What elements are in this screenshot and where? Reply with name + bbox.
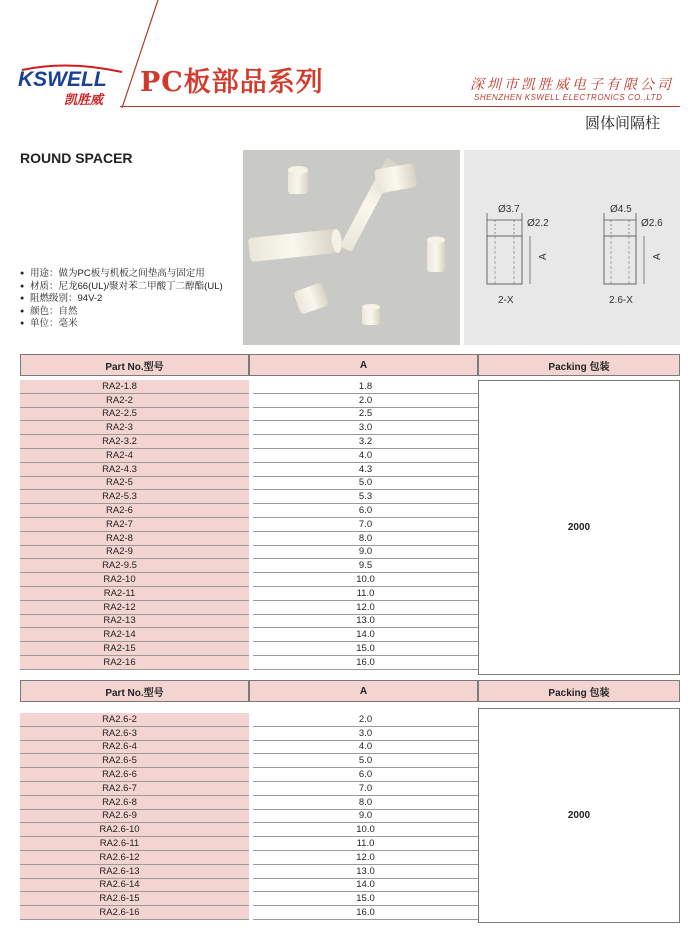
part-number-cell: RA2-10 [20, 573, 249, 587]
part-number-cell: RA2-16 [20, 656, 249, 670]
drawing-left-inner: Ø2.2 [527, 218, 549, 229]
drawing-right-label: 2.6-X [609, 295, 633, 306]
table2-header-part: Part No.型号 [20, 680, 249, 702]
drawing-left-label: 2-X [498, 295, 514, 306]
part-number-cell: RA2-12 [20, 601, 249, 615]
dimension-a-cell: 10.0 [253, 573, 478, 587]
spec-list [20, 268, 240, 331]
table-row [20, 532, 478, 546]
spec-item: ● 用途：做为PC板与机板之间垫高与固定用 [20, 268, 205, 279]
dimension-a-cell: 9.0 [253, 810, 478, 824]
part-number-cell: RA2-13 [20, 615, 249, 629]
logo-text: KSWELL [18, 68, 107, 91]
part-number-cell: RA2-4 [20, 449, 249, 463]
part-number-cell: RA2-7 [20, 518, 249, 532]
part-number-cell: RA2-6 [20, 504, 249, 518]
dimension-a-cell: 4.0 [253, 741, 478, 755]
part-number-cell: RA2-11 [20, 587, 249, 601]
part-number-cell: RA2-9.5 [20, 559, 249, 573]
dimension-a-cell: 16.0 [253, 906, 478, 920]
part-number-cell: RA2.6-10 [20, 823, 249, 837]
drawing-left-outer: Ø3.7 [498, 204, 520, 215]
product-photo [243, 150, 460, 345]
table-row [20, 463, 478, 477]
spacer-dimension-diagram [464, 150, 680, 345]
table1-packing-value: 2000 [478, 380, 680, 675]
table-row [20, 782, 478, 796]
dimension-a-cell: 14.0 [253, 628, 478, 642]
part-number-cell: RA2-4.3 [20, 463, 249, 477]
table2-header-a: A [249, 680, 478, 702]
table-row [20, 642, 478, 656]
dimension-a-cell: 9.0 [253, 546, 478, 560]
drawing-right-inner: Ø2.6 [641, 218, 663, 229]
dimension-a-cell: 1.8 [253, 380, 478, 394]
dimension-a-cell: 5.0 [253, 477, 478, 491]
page-title: PC板部品系列 [140, 67, 324, 98]
dimension-a-cell: 12.0 [253, 851, 478, 865]
drawing-right-outer: Ø4.5 [610, 204, 632, 215]
part-number-cell: RA2.6-14 [20, 879, 249, 893]
table-row [20, 656, 478, 670]
table-row [20, 601, 478, 615]
part-number-cell: RA2.6-3 [20, 727, 249, 741]
dimension-a-cell: 16.0 [253, 656, 478, 670]
spec-item: ● 阻燃级别：94V-2 [20, 293, 103, 304]
dimension-a-cell: 6.0 [253, 504, 478, 518]
part-number-cell: RA2.6-15 [20, 892, 249, 906]
part-number-cell: RA2-5 [20, 477, 249, 491]
dimension-a-cell: 5.0 [253, 754, 478, 768]
dimension-a-cell: 13.0 [253, 615, 478, 629]
table-row [20, 504, 478, 518]
part-number-cell: RA2-2.5 [20, 408, 249, 422]
table-row [20, 892, 478, 906]
bullet-icon: ● [20, 295, 25, 302]
part-number-cell: RA2-15 [20, 642, 249, 656]
page-subtitle: 圆体间隔柱 [585, 115, 661, 132]
table-row [20, 796, 478, 810]
logo-cn: 凯胜威 [64, 92, 104, 107]
dimension-a-cell: 7.0 [253, 518, 478, 532]
part-number-cell: RA2.6-5 [20, 754, 249, 768]
company-name-cn: 深圳市凯胜威电子有限公司 [470, 76, 674, 92]
part-number-cell: RA2.6-16 [20, 906, 249, 920]
bullet-icon: ● [20, 282, 25, 290]
dimension-a-cell: 2.0 [253, 713, 478, 727]
part-number-cell: RA2-2 [20, 394, 249, 408]
table-row [20, 741, 478, 755]
table-row [20, 435, 478, 449]
part-number-cell: RA2-5.3 [20, 490, 249, 504]
table-row [20, 449, 478, 463]
table-row [20, 546, 478, 560]
section-title: ROUND SPACER [20, 150, 133, 166]
bullet-icon: ● [20, 307, 25, 315]
dimension-a-cell: 2.5 [253, 408, 478, 422]
table2-packing-value: 2000 [478, 708, 680, 923]
part-number-cell: RA2.6-2 [20, 713, 249, 727]
dimension-a-cell: 14.0 [253, 879, 478, 893]
company-logo [18, 62, 122, 106]
part-number-cell: RA2.6-9 [20, 810, 249, 824]
dimension-a-cell: 6.0 [253, 768, 478, 782]
part-number-cell: RA2-3 [20, 421, 249, 435]
table1-header-part: Part No.型号 [20, 354, 249, 376]
spacers-photo-illustration [243, 150, 460, 345]
dimension-a-cell: 4.3 [253, 463, 478, 477]
table-row [20, 727, 478, 741]
table2-header-packing: Packing 包装 [478, 680, 680, 702]
part-number-cell: RA2.6-4 [20, 741, 249, 755]
dimension-a-cell: 8.0 [253, 532, 478, 546]
table-row [20, 573, 478, 587]
table-row [20, 394, 478, 408]
company-name-en: SHENZHEN KSWELL ELECTRONICS CO.,LTD [474, 93, 663, 102]
dimension-a-cell: 15.0 [253, 642, 478, 656]
table-row [20, 628, 478, 642]
table-row [20, 490, 478, 504]
table-row [20, 713, 478, 727]
table-row [20, 518, 478, 532]
dimension-a-cell: 3.0 [253, 421, 478, 435]
dimension-a-cell: 3.0 [253, 727, 478, 741]
table-row [20, 754, 478, 768]
table-row [20, 851, 478, 865]
dimension-a-cell: 10.0 [253, 823, 478, 837]
drawing-left-dim: A [538, 253, 549, 260]
bullet-icon: ● [20, 320, 25, 327]
part-number-cell: RA2-9 [20, 546, 249, 560]
table-row [20, 768, 478, 782]
table1-header-a: A [249, 354, 478, 376]
table-row [20, 408, 478, 422]
table-row [20, 823, 478, 837]
table-row [20, 810, 478, 824]
part-number-cell: RA2.6-6 [20, 768, 249, 782]
spec-item: ● 颜色：自然 [20, 305, 78, 317]
table-row [20, 865, 478, 879]
part-number-cell: RA2.6-13 [20, 865, 249, 879]
table-row [20, 559, 478, 573]
part-number-cell: RA2.6-8 [20, 796, 249, 810]
part-number-cell: RA2-14 [20, 628, 249, 642]
spec-item: ● 材质：尼龙66(UL)/聚对苯二甲酸丁二醇酯(UL) [20, 280, 223, 292]
dimension-a-cell: 3.2 [253, 435, 478, 449]
dimension-a-cell: 13.0 [253, 865, 478, 879]
bullet-icon: ● [20, 270, 25, 277]
table-row [20, 380, 478, 394]
part-number-cell: RA2-3.2 [20, 435, 249, 449]
part-number-cell: RA2.6-11 [20, 837, 249, 851]
table-row [20, 615, 478, 629]
dimension-a-cell: 15.0 [253, 892, 478, 906]
part-number-cell: RA2.6-7 [20, 782, 249, 796]
part-number-cell: RA2.6-12 [20, 851, 249, 865]
dimension-a-cell: 7.0 [253, 782, 478, 796]
dimension-a-cell: 11.0 [253, 837, 478, 851]
dimension-a-cell: 8.0 [253, 796, 478, 810]
dimension-a-cell: 9.5 [253, 559, 478, 573]
table-row [20, 879, 478, 893]
table-row [20, 837, 478, 851]
dimension-a-cell: 11.0 [253, 587, 478, 601]
table1-header-packing: Packing 包装 [478, 354, 680, 376]
table-row [20, 587, 478, 601]
header-divider [120, 106, 680, 107]
drawing-right-dim: A [652, 253, 663, 260]
table-row [20, 906, 478, 920]
dimension-a-cell: 12.0 [253, 601, 478, 615]
part-number-cell: RA2-8 [20, 532, 249, 546]
table-row [20, 477, 478, 491]
part-number-cell: RA2-1.8 [20, 380, 249, 394]
spec-item: ● 单位：毫米 [20, 318, 78, 329]
table-row [20, 421, 478, 435]
dimension-drawing [464, 150, 680, 345]
dimension-a-cell: 4.0 [253, 449, 478, 463]
dimension-a-cell: 5.3 [253, 490, 478, 504]
dimension-a-cell: 2.0 [253, 394, 478, 408]
